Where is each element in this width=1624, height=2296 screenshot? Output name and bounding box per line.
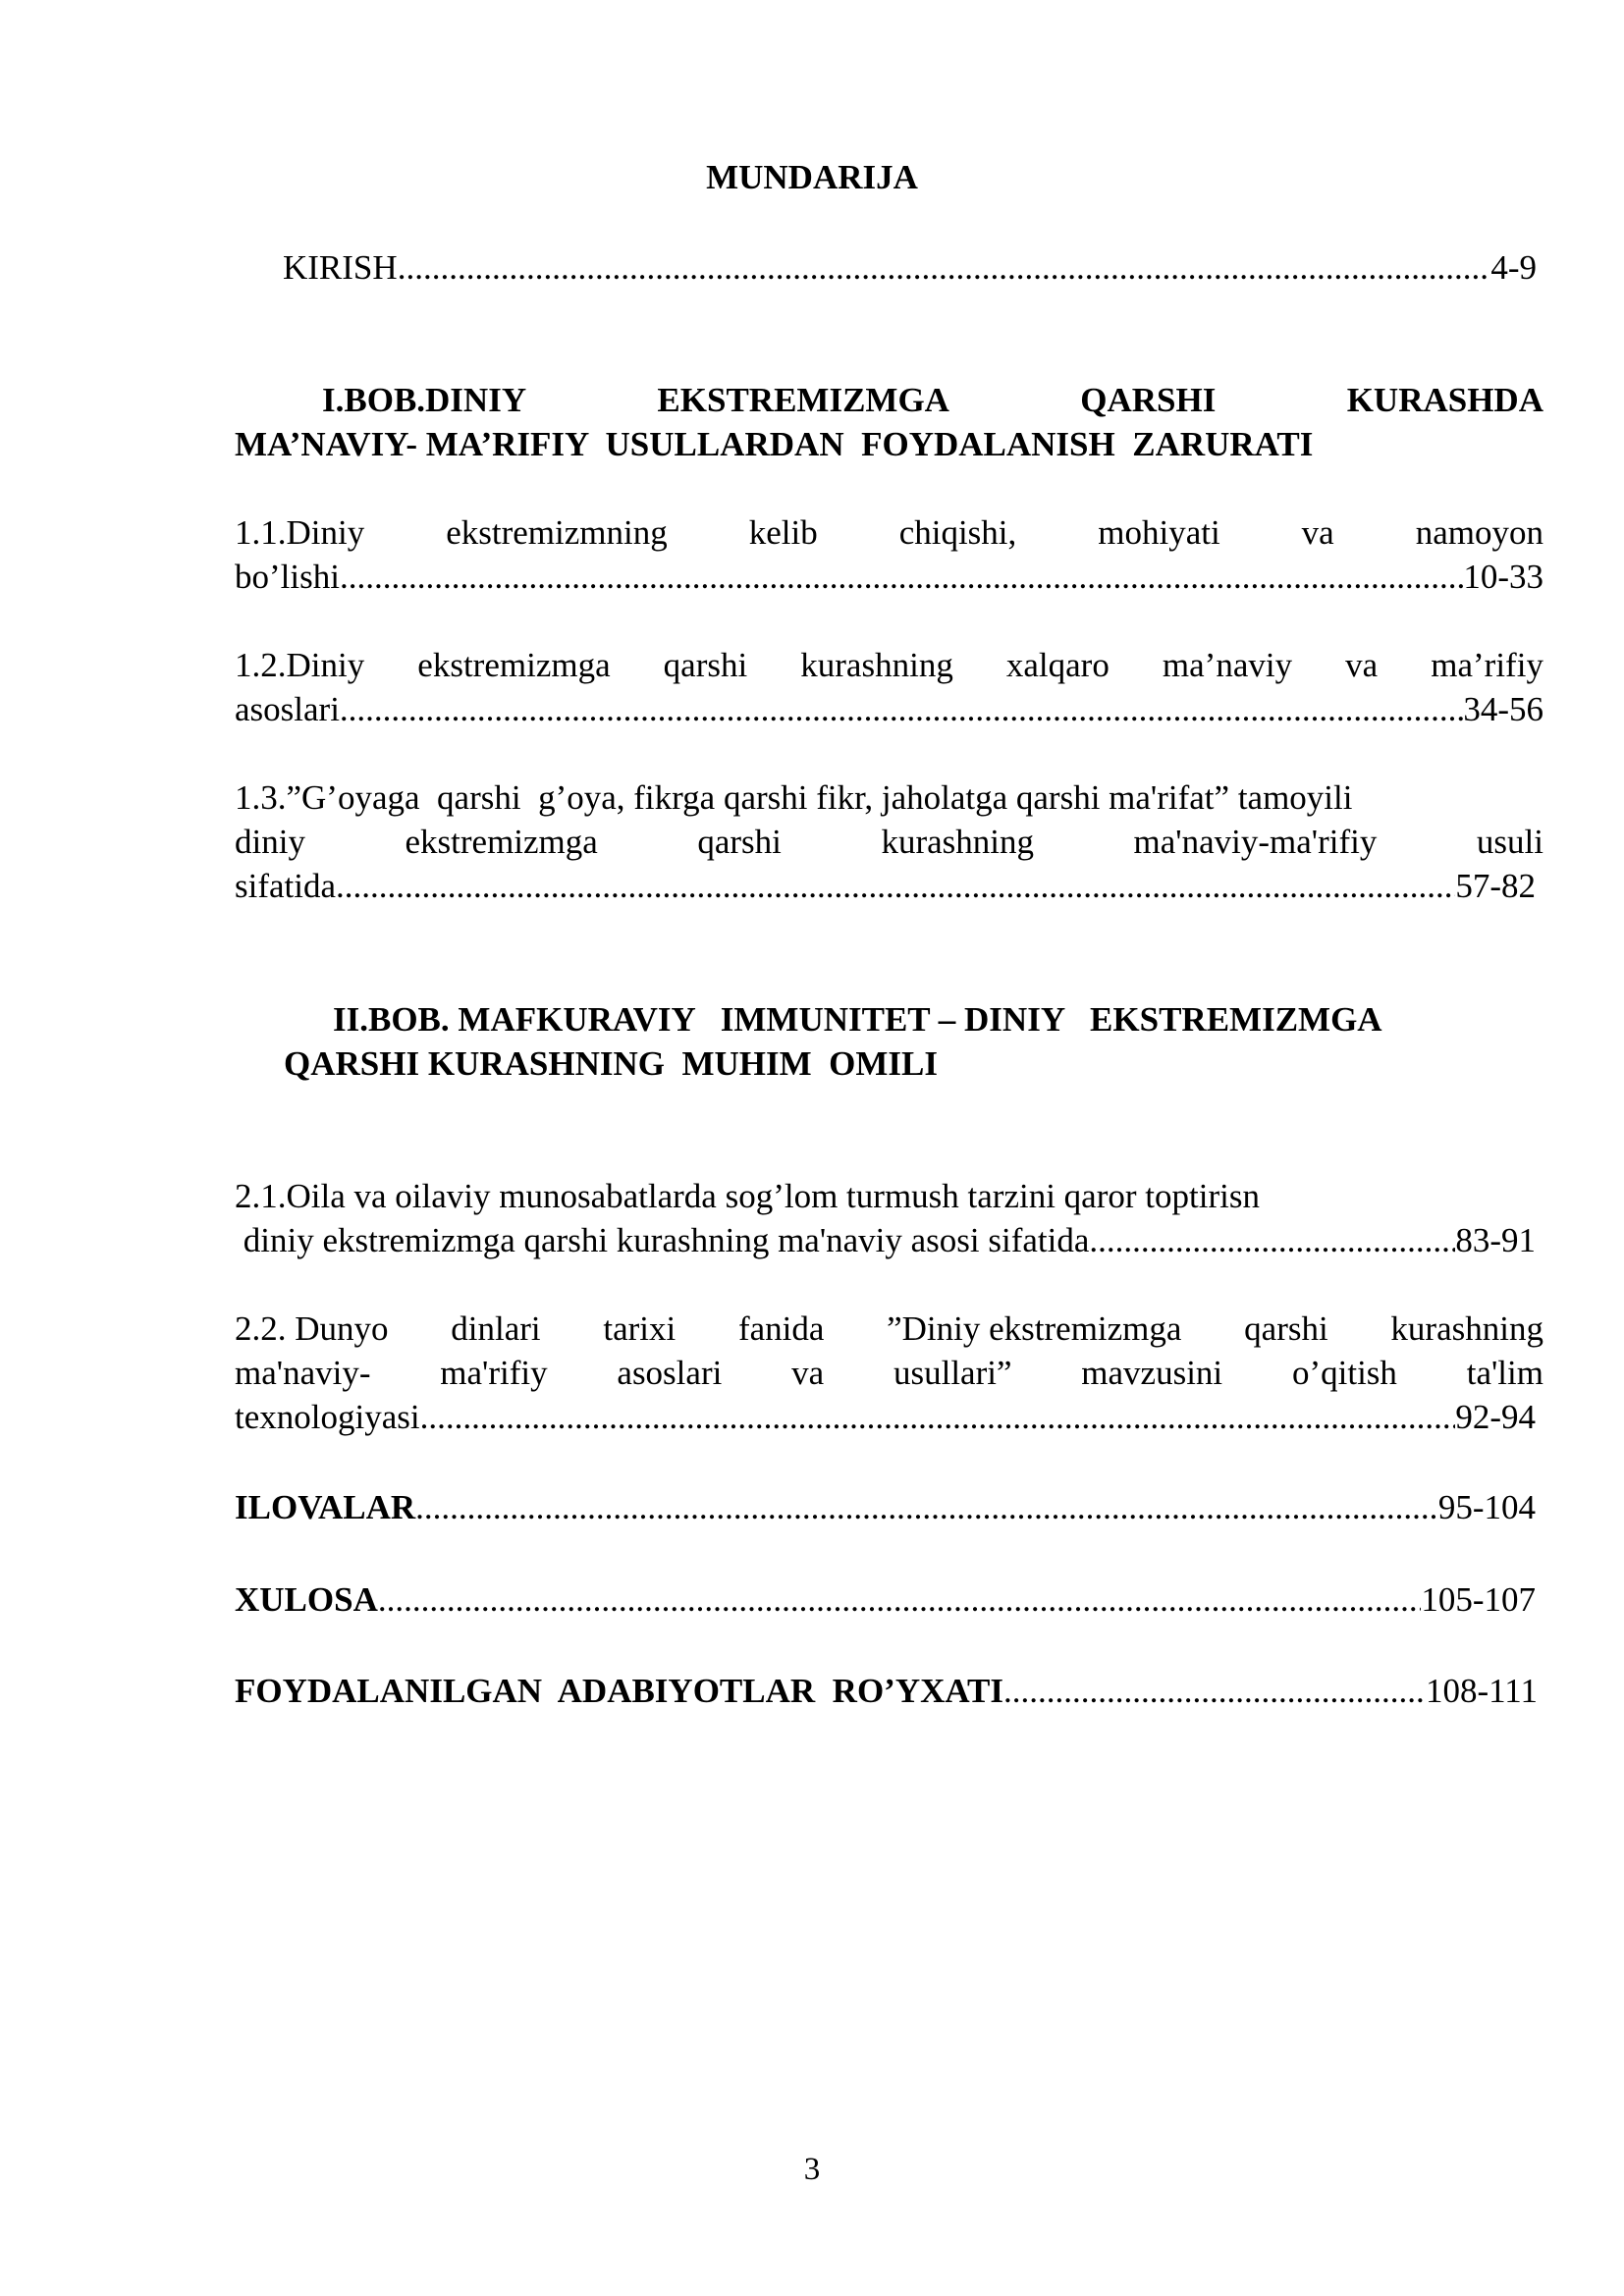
word: o’qitish [1291, 1354, 1397, 1392]
word: usuli [1476, 823, 1543, 861]
dot-leader [336, 864, 1455, 908]
word: ekstremizmga [405, 823, 598, 861]
word: ma'rifiy [440, 1354, 548, 1392]
chapter-1-heading [235, 378, 1543, 466]
word: fanida [737, 1309, 825, 1348]
word: chiqishi, [898, 513, 1017, 552]
word: 2.2. Dunyo [235, 1309, 389, 1348]
word: namoyon [1415, 513, 1543, 552]
toc-entry-label: sifatida [235, 867, 337, 905]
word: kurashning [1390, 1309, 1543, 1348]
word: mohiyati [1098, 513, 1220, 552]
word: 1.1.Diniy [235, 513, 365, 552]
dot-leader [1003, 1669, 1426, 1713]
toc-entry-1-2 [235, 643, 1543, 731]
word: mavzusini [1081, 1354, 1223, 1392]
entry-line: 1.3.”G’oyaga qarshi g’oya, fikrga qarshi fikr, jaholatga qarshi ma'rifat” tamoyili [235, 778, 1353, 817]
chapter-2-heading [235, 997, 1543, 1086]
toc-entry-xulosa [235, 1577, 1536, 1622]
toc-entry-label: XULOSA [235, 1580, 378, 1619]
word: ta'lim [1466, 1354, 1543, 1392]
word: dinlari [451, 1309, 541, 1348]
heading-word: I.BOB.DINIY [322, 381, 527, 419]
toc-entry-pages: 83-91 [1455, 1221, 1536, 1259]
word: va [1301, 513, 1334, 552]
toc-entry-label: asoslari [235, 690, 340, 728]
word: diniy [235, 823, 305, 861]
toc-entry-pages: 57-82 [1455, 867, 1536, 905]
toc-entry-ilovalar [235, 1485, 1536, 1529]
heading-word: EKSTREMIZMGA [657, 381, 949, 419]
dot-leader [378, 1577, 1421, 1622]
toc-entry-kirish [283, 245, 1537, 290]
word: qarshi [1244, 1309, 1328, 1348]
page-number: 3 [803, 2152, 821, 2187]
toc-entry-1-3 [235, 775, 1543, 908]
word: ekstremizmga [417, 646, 611, 684]
dot-leader [415, 1485, 1438, 1529]
toc-entry-pages: 34-56 [1463, 690, 1543, 728]
word: tarixi [603, 1309, 677, 1348]
entry-line: 2.1.Oila va oilaviy munosabatlarda sog’lom turmush tarzini qaror toptirisn [235, 1177, 1260, 1215]
word: ”Diniy ekstremizmga [887, 1309, 1182, 1348]
word: ma’naviy [1162, 646, 1293, 684]
heading-word: QARSHI [1080, 381, 1217, 419]
dot-leader [398, 245, 1491, 290]
toc-entry-label: KIRISH [283, 248, 398, 287]
toc-entry-adabiyotlar [235, 1669, 1538, 1713]
word: va [791, 1354, 825, 1392]
heading-line: QARSHI KURASHNING MUHIM OMILI [284, 1044, 939, 1083]
heading-line: II.BOB. MAFKURAVIY IMMUNITET – DINIY EKSTREMIZMGA [333, 1000, 1382, 1039]
toc-entry-pages: 92-94 [1455, 1398, 1536, 1436]
heading-line: MA’NAVIY- MA’RIFIY USULLARDAN FOYDALANISH ZARURATI [235, 425, 1314, 463]
toc-entry-2-2 [235, 1307, 1543, 1439]
toc-entry-label: ILOVALAR [235, 1488, 416, 1526]
toc-entry-pages: 95-104 [1437, 1488, 1536, 1526]
word: xalqaro [1005, 646, 1110, 684]
dot-leader [340, 555, 1463, 599]
word: kelib [748, 513, 818, 552]
word: qarshi [697, 823, 782, 861]
toc-entry-label: bo’lishi [235, 558, 340, 596]
word: asoslari [617, 1354, 723, 1392]
toc-entry-1-1 [235, 510, 1543, 599]
word: usullari” [893, 1354, 1012, 1392]
word: kurashning [881, 823, 1034, 861]
word: ma'naviy- [235, 1354, 371, 1392]
dot-leader [1089, 1218, 1455, 1262]
toc-entry-pages: 10-33 [1463, 558, 1543, 596]
page-title: MUNDARIJA [706, 158, 918, 196]
toc-entry-pages: 108-111 [1425, 1672, 1538, 1710]
word: ma’rifiy [1431, 646, 1543, 684]
heading-word: KURASHDA [1346, 381, 1543, 419]
word: ekstremizmning [446, 513, 668, 552]
word: ma'naviy-ma'rifiy [1133, 823, 1378, 861]
toc-entry-pages: 4-9 [1490, 248, 1537, 287]
dot-leader [340, 687, 1463, 731]
toc-entry-label: diniy ekstremizmga qarshi kurashning ma'naviy asosi sifatida [235, 1221, 1090, 1259]
word: qarshi [663, 646, 748, 684]
word: kurashning [800, 646, 953, 684]
word: va [1345, 646, 1379, 684]
toc-entry-pages: 105-107 [1421, 1580, 1536, 1619]
toc-entry-label: texnologiyasi [235, 1398, 420, 1436]
word: 1.2.Diniy [235, 646, 365, 684]
dot-leader [420, 1395, 1456, 1439]
toc-entry-2-1 [235, 1174, 1543, 1262]
toc-entry-label: FOYDALANILGAN ADABIYOTLAR RO’YXATI [235, 1672, 1004, 1710]
